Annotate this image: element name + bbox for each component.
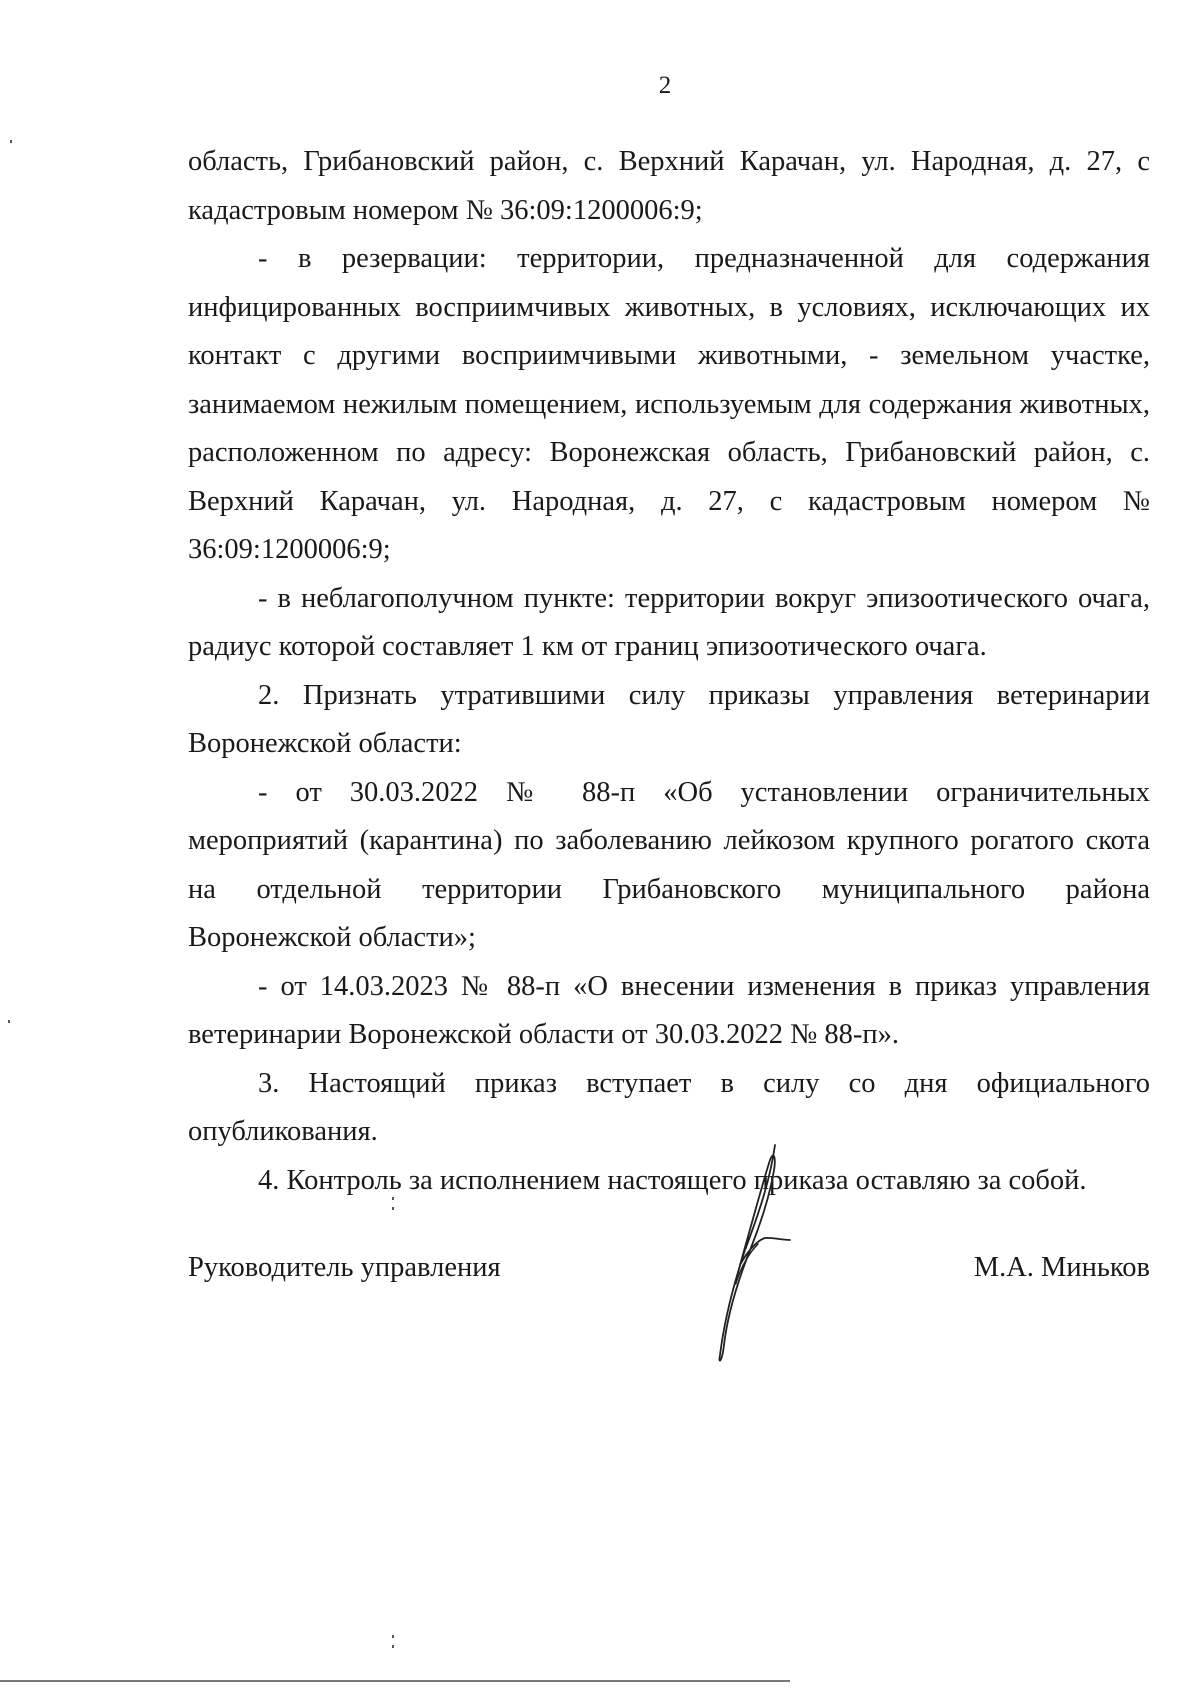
signature-block (188, 1244, 1150, 1292)
paragraph-address-continuation: область, Грибановский район, с. Верхний Карачан, ул. Народная, д. 27, с кадастровым номером № 36:09:1200006:9; (188, 146, 1150, 226)
handwritten-signature (690, 1140, 810, 1370)
scan-speck (392, 1645, 394, 1648)
paragraph-repealed-order-2: - от 14.03.2023 № 88-п «О внесении изменения в приказ управления ветеринарии Воронежской области от 30.03.2022 № 88-п». (188, 970, 1150, 1050)
signatory-position: Руководитель управления (188, 1252, 501, 1283)
paragraph-item-4: 4. Контроль за исполнением настоящего приказа оставляю за собой. (258, 1164, 1087, 1196)
signatory-name: М.А. Миньков (973, 1252, 1150, 1283)
page-number: 2 (658, 72, 672, 99)
scan-speck (392, 1207, 394, 1210)
paragraph-repealed-order-1: - от 30.03.2022 № 88-п «Об установлении ограничительных мероприятий (карантина) по заболеванию лейкозом крупного рогатого скота на отдельной территории Грибановского муниципального района Воронежской области»; (188, 776, 1150, 953)
scan-speck (8, 1020, 10, 1023)
paragraph-reservation: - в резервации: территории, предназначенной для содержания инфицированных восприимчивых животных, в условиях, исключающих их контакт с другими восприимчивыми животными, - земельном участке, занимаемом нежилым помещением, используемым для содержания животных, расположенном по адресу: Воронежская область, Грибановский район, с. Верхний Карачан, ул. Народная, д. 27, с кадастровым номером № 36:09:1200006:9; (188, 243, 1150, 565)
scan-speck (10, 140, 12, 143)
scan-edge-line (0, 1680, 790, 1682)
document-body (188, 138, 1150, 1205)
paragraph-item-3: 3. Настоящий приказ вступает в силу со дня официального опубликования. (188, 1067, 1150, 1147)
paragraph-item-2: 2. Признать утратившими силу приказы управления ветеринарии Воронежской области: (188, 679, 1150, 759)
scan-speck (392, 1197, 394, 1200)
paragraph-unsafe-area: - в неблагополучном пункте: территории вокруг эпизоотического очага, радиус которой составляет 1 км от границ эпизоотического очага. (188, 582, 1150, 662)
scan-speck (392, 1635, 394, 1638)
